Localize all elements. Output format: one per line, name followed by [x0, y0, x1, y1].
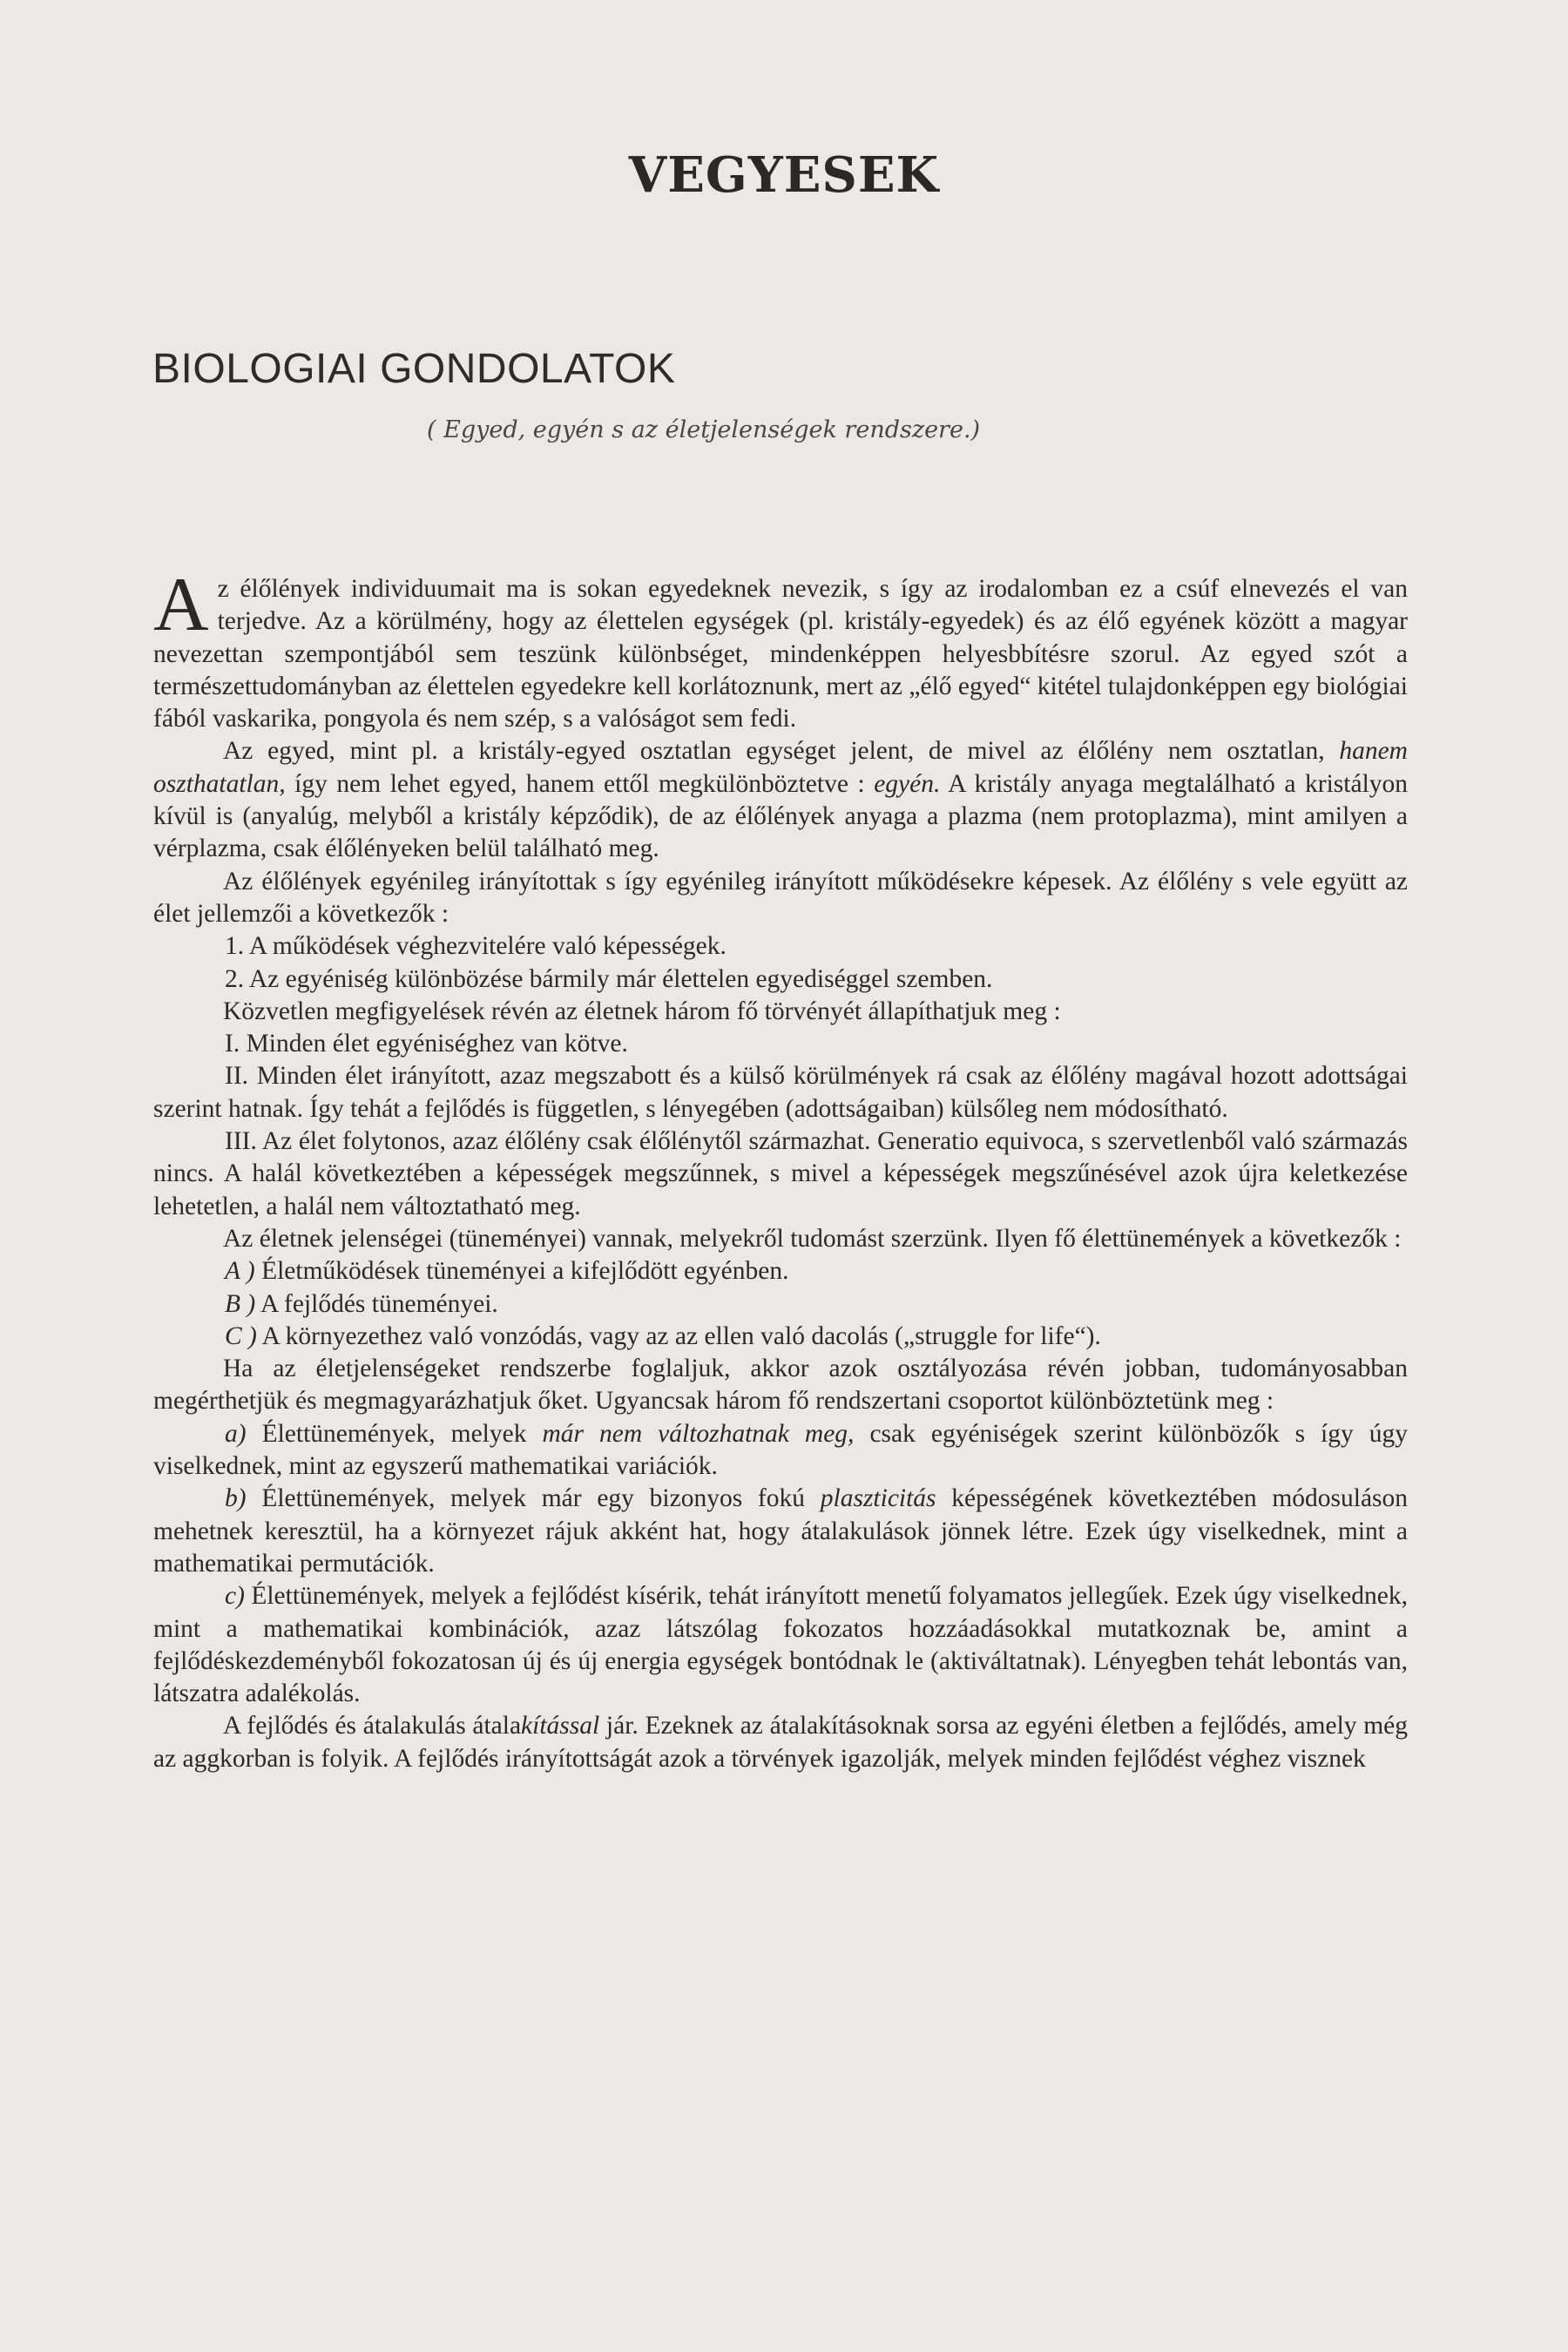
list-item: c) Élettünemények, melyek a fejlődést kísérik, tehát irányított menetű folyamatos jellegűek. Ezek úgy viselkednek, mint a mathematikai kombinációk, azaz látszólag fokozatos hozzáadásokkal mutatkoznak be, amint a fejlődéskezdeményből fokozatosan új és új energia egységek bontódnak le (aktiváltatnak). Lényegben tehát lebontás van, látszatra adalékolás. [153, 1582, 1408, 1708]
paragraph: Közvetlen megfigyelések révén az életnek három fő törvényét állapíthatjuk meg : [223, 997, 1061, 1025]
list-item: b) Élettünemények, melyek már egy bizonyos fokú plaszticitás képességének következtében módosuláson mehetnek keresztül, ha a környezet rájuk akként hat, hogy átalakulások jönnek létre. Ezek úgy viselkednek, mint a mathematikai permutációk. [153, 1484, 1409, 1578]
list-item: A ) Életműködések tüneményei a kifejlődött egyénben. [225, 1257, 789, 1286]
law-item: I. Minden élet egyéniséghez van kötve. [225, 1030, 628, 1058]
list-item: a) Élettünemények, melyek már nem változhatnak meg, csak egyéniségek szerint különbözők s így úgy viselkednek, mint az egyszerű mathematikai variációk. [153, 1419, 1408, 1481]
law-item: II. Minden élet irányított, azaz megszabott és a külső körülmények rá csak az élőlény magával hozott adottságai szerint hatnak. Így tehát a fejlődés is független, s lényegében (adottságaiban) külsőleg nem módosítható. [153, 1062, 1408, 1123]
paragraph: A fejlődés és átalakulás átalakítással jár. Ezeknek az átalakításoknak sorsa az egyéni életben a fejlődés, amely még az aggkorban is folyik. A fejlődés irányítottságát azok a törvények igazolják, melyek minden fejlődést véghez visznek [153, 1712, 1409, 1773]
article-body [153, 563, 1409, 1775]
law-item: III. Az élet folytonos, azaz élőlény csak élőlénytől származhat. Generatio equivoca, s szervetlenből való származás nincs. A halál következtében a képességek megszűnnek, s mivel a képességek megszűnésével azok újra keletkezése lehetetlen, a halál nem változtatható meg. [153, 1127, 1408, 1220]
paragraph: Az élőlények egyénileg irányítottak s így egyénileg irányított működésekre képesek. Az élőlény s vele együtt az élet jellemzői a következők : [153, 867, 1408, 928]
article-subtitle: ( Egyed, egyén s az életjelenségek rendszere.) [427, 416, 981, 443]
paragraph: Az élőlények individuumait ma is sokan egyedeknek nevezik, s így az irodalomban ez a csúf elnevezés el van terjedve. Az a körülmény, hogy az élettelen egységek (pl. kristály-egyedek) és az élő egyének között a magyar nevezettan szempontjából sem teszünk különbséget, mindenképpen helyesbbítésre szorul. Az egyed szót a természettudományban az élettelen egyedekre kell korlátoznunk, mert az „élő egyed“ kitétel tulajdonképpen egy biológiai fából vaskarika, pongyola és nem szép, s a valóságot sem fedi. [153, 563, 1408, 733]
drop-cap: A [153, 563, 209, 647]
paragraph: Az életnek jelenségei (tüneményei) vannak, melyekről tudomást szerzünk. Ilyen fő élettünemények a következők : [223, 1224, 1402, 1253]
paragraph: Az egyed, mint pl. a kristály-egyed osztatlan egységet jelent, de mivel az élőlény nem osztatlan, hanem oszthatatlan, így nem lehet egyed, hanem ettől megkülönböztetve : egyén. A kristály anyaga megtalálható a kristályon kívül is (anyalúg, melyből a kristály képződik), de az élőlények anyaga a plazma (nem protoplazma), mint amilyen a vérplazma, csak élőlényeken belül található meg. [153, 737, 1409, 863]
list-item: C ) A környezethez való vonzódás, vagy az az ellen való dacolás („struggle for life“). [225, 1321, 1101, 1350]
section-title: VEGYESEK [628, 146, 940, 204]
paragraph: Ha az életjelenségeket rendszerbe foglaljuk, akkor azok osztályozása révén jobban, tudományosabban megérthetjük és megmagyarázhatjuk őket. Ugyancsak három fő rendszertani csoportot különböztetünk meg : [153, 1355, 1408, 1416]
list-item: 1. A működések véghezvitelére való képességek. [225, 932, 727, 961]
article-title: BIOLOGIAI GONDOLATOK [152, 346, 676, 392]
list-item: 2. Az egyéniség különbözése bármily már élettelen egyediséggel szemben. [225, 964, 993, 993]
list-item: B ) A fejlődés tüneményei. [225, 1289, 498, 1318]
